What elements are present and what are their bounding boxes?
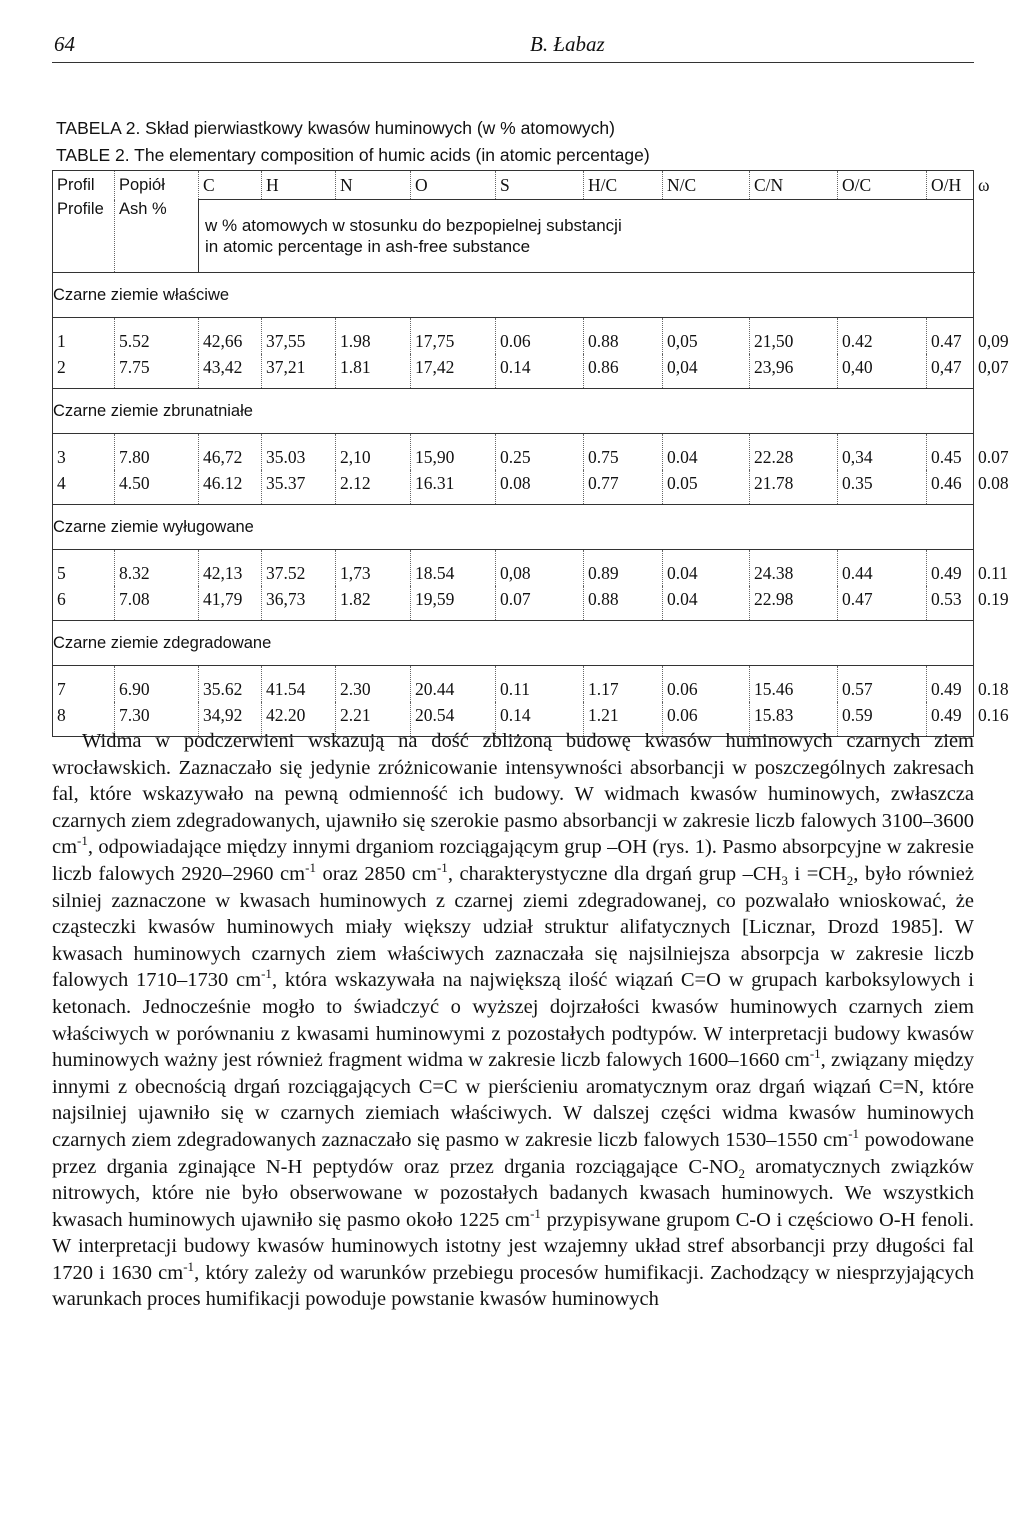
- table-row: 3 7.80 46,72 35.03 2,10 15,90 0.25 0.75 0.04 22.28 0,34 0.45 0.07: [53, 434, 974, 471]
- value-cell: 0.42: [838, 318, 927, 355]
- value-cell: 37,55: [262, 318, 336, 355]
- column-header: O/C: [838, 171, 927, 200]
- group-label: Czarne ziemie zdegradowane: [53, 621, 974, 666]
- table-row: 1 5.52 42,66 37,55 1.98 17,75 0.06 0.88 0,05 21,50 0.42 0.47 0,09: [53, 318, 974, 355]
- profile-cell: 1: [53, 318, 115, 355]
- group-row: [53, 505, 974, 550]
- value-cell: 0.35: [838, 470, 927, 505]
- group-label: Czarne ziemie wyługowane: [53, 505, 974, 550]
- value-cell: 41.54: [262, 666, 336, 703]
- table-caption-en: TABLE 2. The elementary composition of humic acids (in atomic percentage): [56, 145, 650, 165]
- value-cell: 16.31: [411, 470, 496, 505]
- value-cell: 2.30: [336, 666, 411, 703]
- value-cell: 41,79: [199, 586, 262, 621]
- value-cell: 42.20: [262, 702, 336, 737]
- profile-header-pl: Profil: [57, 176, 95, 194]
- group-row: [53, 621, 974, 666]
- value-cell: 0,47: [927, 354, 974, 389]
- profile-cell: 3: [53, 434, 115, 471]
- column-header: C: [199, 171, 262, 200]
- value-cell: 0.04: [663, 434, 750, 471]
- column-header: S: [496, 171, 584, 200]
- value-cell: 24.38: [750, 550, 838, 587]
- value-cell: 1.17: [584, 666, 663, 703]
- value-cell: 0.88: [584, 318, 663, 355]
- value-cell: 0,08: [496, 550, 584, 587]
- value-cell: 1.21: [584, 702, 663, 737]
- value-cell: 37.52: [262, 550, 336, 587]
- value-cell: 0.59: [838, 702, 927, 737]
- value-cell: 15,90: [411, 434, 496, 471]
- value-cell: 0,04: [663, 354, 750, 389]
- value-cell: 0.08: [496, 470, 584, 505]
- profile-header-en: Profile: [57, 200, 104, 218]
- ash-cell: 6.90: [115, 666, 199, 703]
- value-cell: 46,72: [199, 434, 262, 471]
- value-cell: 23,96: [750, 354, 838, 389]
- value-cell: 34,92: [199, 702, 262, 737]
- table-row: 2 7.75 43,42 37,21 1.81 17,42 0.14 0.86 0,04 23,96 0,40 0,47 0,07: [53, 354, 974, 389]
- value-cell: 15.46: [750, 666, 838, 703]
- value-cell: 46.12: [199, 470, 262, 505]
- column-header: O: [411, 171, 496, 200]
- ash-cell: 7.80: [115, 434, 199, 471]
- value-cell: 2.21: [336, 702, 411, 737]
- value-cell: 0.14: [496, 702, 584, 737]
- group-row: [53, 273, 974, 318]
- group-label: Czarne ziemie zbrunatniałe: [53, 389, 974, 434]
- table-row: 6 7.08 41,79 36,73 1.82 19,59 0.07 0.88 0.04 22.98 0.47 0.53 0.19: [53, 586, 974, 621]
- value-cell: 0.14: [496, 354, 584, 389]
- value-cell: 35.37: [262, 470, 336, 505]
- value-cell: 0.49: [927, 666, 974, 703]
- value-cell: 0.53: [927, 586, 974, 621]
- value-cell: 0.11: [496, 666, 584, 703]
- ash-header-pl: Popiół: [119, 176, 165, 194]
- value-cell: 19,59: [411, 586, 496, 621]
- value-cell: 0.47: [927, 318, 974, 355]
- value-cell: 37,21: [262, 354, 336, 389]
- value-cell: 0.06: [496, 318, 584, 355]
- page-number: 64: [54, 32, 75, 56]
- column-header: O/H: [927, 171, 974, 200]
- ash-cell: 7.08: [115, 586, 199, 621]
- value-cell: 0.04: [663, 586, 750, 621]
- value-cell: 0.47: [838, 586, 927, 621]
- value-cell: 0.89: [584, 550, 663, 587]
- ash-header: [115, 171, 199, 273]
- value-cell: 0,40: [838, 354, 927, 389]
- value-cell: 17,42: [411, 354, 496, 389]
- units-subheader-en: in atomic percentage in ash-free substance: [205, 237, 531, 256]
- value-cell: 20.54: [411, 702, 496, 737]
- ash-cell: 7.75: [115, 354, 199, 389]
- value-cell: 2.12: [336, 470, 411, 505]
- table-header-row: Profil Profile Popiół Ash % C H N O S H/C N/C C/N O/C O/H ω: [53, 171, 974, 200]
- ash-cell: 4.50: [115, 470, 199, 505]
- value-cell: 0.75: [584, 434, 663, 471]
- value-cell: 35.03: [262, 434, 336, 471]
- value-cell: 0.45: [927, 434, 974, 471]
- page-header: [52, 30, 974, 63]
- profile-cell: 7: [53, 666, 115, 703]
- value-cell: 21,50: [750, 318, 838, 355]
- value-cell: 0.25: [496, 434, 584, 471]
- profile-header: [53, 171, 115, 273]
- value-cell: 42,66: [199, 318, 262, 355]
- value-cell: 43,42: [199, 354, 262, 389]
- value-cell: 1.98: [336, 318, 411, 355]
- profile-cell: 4: [53, 470, 115, 505]
- value-cell: 0.07: [496, 586, 584, 621]
- column-header: C/N: [750, 171, 838, 200]
- units-subheader-pl: w % atomowych w stosunku do bezpopielnej substancji: [205, 216, 622, 235]
- value-cell: 22.98: [750, 586, 838, 621]
- elementary-composition-table: [52, 170, 1009, 737]
- column-header: H: [262, 171, 336, 200]
- ash-cell: 5.52: [115, 318, 199, 355]
- value-cell: 15.83: [750, 702, 838, 737]
- value-cell: 0.06: [663, 666, 750, 703]
- value-cell: 0.86: [584, 354, 663, 389]
- value-cell: 0.44: [838, 550, 927, 587]
- column-header: N/C: [663, 171, 750, 200]
- profile-cell: 2: [53, 354, 115, 389]
- value-cell: 20.44: [411, 666, 496, 703]
- ash-cell: 7.30: [115, 702, 199, 737]
- value-cell: 0.04: [663, 550, 750, 587]
- table-row: 4 4.50 46.12 35.37 2.12 16.31 0.08 0.77 0.05 21.78 0.35 0.46 0.08: [53, 470, 974, 505]
- profile-cell: 8: [53, 702, 115, 737]
- value-cell: 1,73: [336, 550, 411, 587]
- value-cell: 21.78: [750, 470, 838, 505]
- value-cell: 42,13: [199, 550, 262, 587]
- value-cell: 0.49: [927, 702, 974, 737]
- profile-cell: 6: [53, 586, 115, 621]
- ash-cell: 8.32: [115, 550, 199, 587]
- value-cell: 0,34: [838, 434, 927, 471]
- value-cell: 0.57: [838, 666, 927, 703]
- profile-cell: 5: [53, 550, 115, 587]
- running-head: B. Łabaz: [530, 32, 605, 56]
- value-cell: 18.54: [411, 550, 496, 587]
- group-row: [53, 389, 974, 434]
- value-cell: 22.28: [750, 434, 838, 471]
- group-label: Czarne ziemie właściwe: [53, 273, 974, 318]
- value-cell: 2,10: [336, 434, 411, 471]
- value-cell: 0.49: [927, 550, 974, 587]
- value-cell: 36,73: [262, 586, 336, 621]
- value-cell: 0.05: [663, 470, 750, 505]
- value-cell: 1.82: [336, 586, 411, 621]
- value-cell: 0.46: [927, 470, 974, 505]
- value-cell: 0.77: [584, 470, 663, 505]
- units-subheader: [199, 200, 974, 273]
- value-cell: 1.81: [336, 354, 411, 389]
- table-row: 7 6.90 35.62 41.54 2.30 20.44 0.11 1.17 0.06 15.46 0.57 0.49 0.18: [53, 666, 974, 703]
- body-text: [52, 728, 974, 1313]
- column-header: H/C: [584, 171, 663, 200]
- value-cell: 0.06: [663, 702, 750, 737]
- value-cell: 17,75: [411, 318, 496, 355]
- table-caption-pl: TABELA 2. Skład pierwiastkowy kwasów huminowych (w % atomowych): [56, 118, 615, 138]
- paragraph: Widma w podczerwieni wskazują na dość zbliżoną budowę kwasów huminowych czarnych ziem wrocławskich. Zaznaczało się jedynie zróżnicowanie intensywności absorbancji w poszczególnych zakresach fal, które wskazywało na pewną odmienność ich budowy. W widmach kwasów huminowych, zwłaszcza czarnych ziem zdegradowanych, ujawniło się szerokie pasmo absorbancji w zakresie liczb falowych 3100–3600 $cm^{-1}$, odpowiadające między innymi drganiom rozciągającym grup –OH (rys. 1). Pasmo absorpcyjne w zakresie liczb falowych 2920–2960 $cm^{-1}$ oraz 2850 $cm^{-1}$, charakterystyczne dla drgań grup $-CH_3$ $i =CH_2$, było również silniej zaznaczone w kwasach huminowych z czarnej ziemi zdegradowanej, co pozwalało wnioskować, że cząsteczki kwasów huminowych miały większy udział struktur alifatycznych [Licznar, Drozd 1985]. W kwasach huminowych czarnych ziem właściwych zaznaczała się najsilniejsza absorpcja w zakresie liczb falowych 1710–1730 $cm^{-1}$, która wskazywała na największą ilość wiązań C=O w grupach karboksylowych i ketonach. Jednocześnie mogło to świadczyć o wyższej dojrzałości kwasów huminowych czarnych ziem właściwych w porównaniu z kwasami huminowymi z pozostałych podtypów. W interpretacji budowy kwasów huminowych ważny jest również fragment widma w zakresie liczb falowych 1600–1660 $cm^{-1}$, związany między innymi z obecnością drgań rozciągających C=C w pierścieniu aromatycznym oraz drgań wiązań C=N, które najsilniej ujawniło się w czarnych ziemiach właściwych. W dalszej części widma kwasów huminowych czarnych ziem zdegradowanych zaznaczało się pasmo w zakresie liczb falowych 1530–1550 $cm^{-1}$ powodowane przez drgania zginające N-H peptydów oraz przez drgania rozciągające $C-NO_2$ aromatycznych związków nitrowych, które nie było obserwowane w pozostałych badanych kwasach huminowych. We wszystkich kwasach huminowych ujawniło się pasmo około 1225 $cm^{-1}$ przypisywane grupom C-O i częściowo O-H fenoli. W interpretacji budowy kwasów huminowych istotny jest wzajemny układ stref absorbancji przy długości fal 1720 i 1630 $cm^{-1}$, który zależy od warunków przebiegu procesów humifikacji. Zachodzący w niesprzyjających warunkach proces humifikacji powoduje powstanie kwasów huminowych: [52, 730, 975, 1311]
- ash-header-en: Ash %: [119, 200, 167, 218]
- value-cell: 0.88: [584, 586, 663, 621]
- value-cell: 0,05: [663, 318, 750, 355]
- table-row: 8 7.30 34,92 42.20 2.21 20.54 0.14 1.21 0.06 15.83 0.59 0.49 0.16: [53, 702, 974, 737]
- column-header: N: [336, 171, 411, 200]
- value-cell: 35.62: [199, 666, 262, 703]
- table-row: 5 8.32 42,13 37.52 1,73 18.54 0,08 0.89 0.04 24.38 0.44 0.49 0.11: [53, 550, 974, 587]
